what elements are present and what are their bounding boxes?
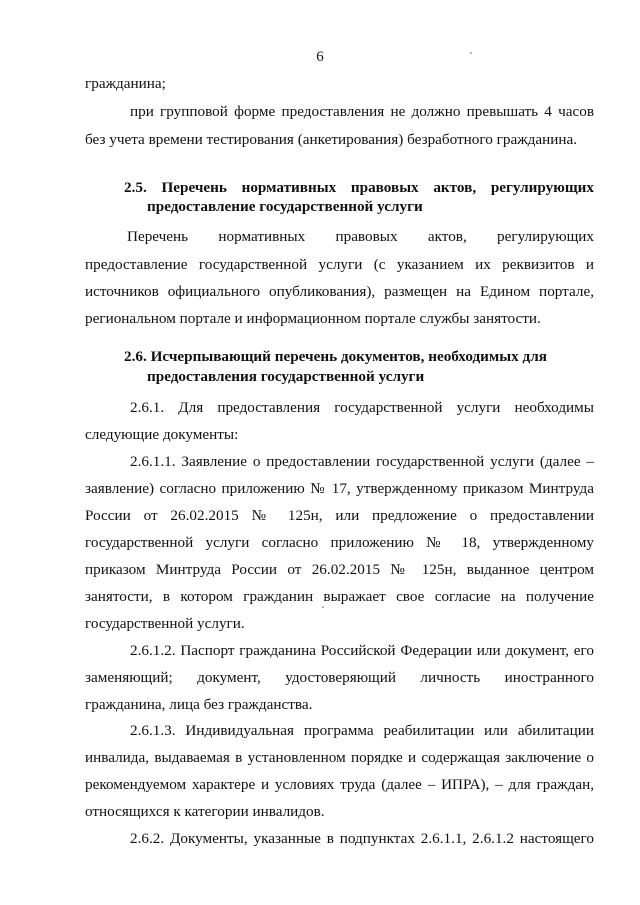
text-line: инвалида, выдаваемая в установленном порядке и содержащая заключение о [85, 749, 594, 766]
scan-speck [470, 52, 472, 54]
text-line: приказом Минтруда России от 26.02.2015 № 125н, выданное центром [85, 561, 594, 578]
text-line: государственной услуги согласно приложению № 18, утвержденному [85, 534, 594, 551]
text-line: заменяющий; документ, удостоверяющий личность иностранного [85, 669, 594, 686]
text-line: относящихся к категории инвалидов. [85, 803, 325, 820]
page-number: 6 [316, 49, 324, 65]
text-line: предоставление государственной услуги (с указанием их реквизитов и [85, 256, 594, 273]
text-line: Перечень нормативных правовых актов, регулирующих [127, 228, 594, 245]
text-line: региональном портале и информационном портале службы занятости. [85, 310, 541, 327]
section-heading: 2.6. Исчерпывающий перечень документов, необходимых для [124, 348, 547, 365]
text-line: 2.6.2. Документы, указанные в подпунктах 2.6.1.1, 2.6.1.2 настоящего [130, 830, 594, 847]
text-line: занятости, в котором гражданин выражает свое согласие на получение [85, 588, 594, 605]
text-line: 2.6.1.2. Паспорт гражданина Российской Федерации или документ, его [130, 642, 594, 659]
text-line: без учета времени тестирования (анкетирования) безработного гражданина. [85, 131, 578, 148]
text-line: источников официального опубликования), размещен на Едином портале, [85, 283, 594, 300]
scan-speck [322, 606, 324, 608]
text-line: заявление) согласно приложению № 17, утвержденному приказом Минтруда [85, 480, 594, 497]
section-heading: предоставление государственной услуги [147, 198, 423, 215]
text-line: 2.6.1.1. Заявление о предоставлении государственной услуги (далее – [130, 453, 594, 470]
text-line: 2.6.1.3. Индивидуальная программа реабилитации или абилитации [130, 722, 594, 739]
text-line: России от 26.02.2015 № 125н, или предложение о предоставлении [85, 507, 594, 524]
text-line: гражданина, лица без гражданства. [85, 696, 313, 713]
text-line: государственной услуги. [85, 615, 245, 632]
text-line: рекомендуемом характере и условиях труда (далее – ИПРА), – для граждан, [85, 776, 594, 793]
text-line: следующие документы: [85, 426, 239, 443]
text-line: при групповой форме предоставления не должно превышать 4 часов [130, 103, 594, 120]
text-line: 2.6.1. Для предоставления государственной услуги необходимы [130, 399, 594, 416]
section-heading: предоставления государственной услуги [147, 368, 425, 385]
text-line: гражданина; [85, 75, 166, 92]
section-heading: 2.5. Перечень нормативных правовых актов, регулирующих [124, 179, 594, 196]
